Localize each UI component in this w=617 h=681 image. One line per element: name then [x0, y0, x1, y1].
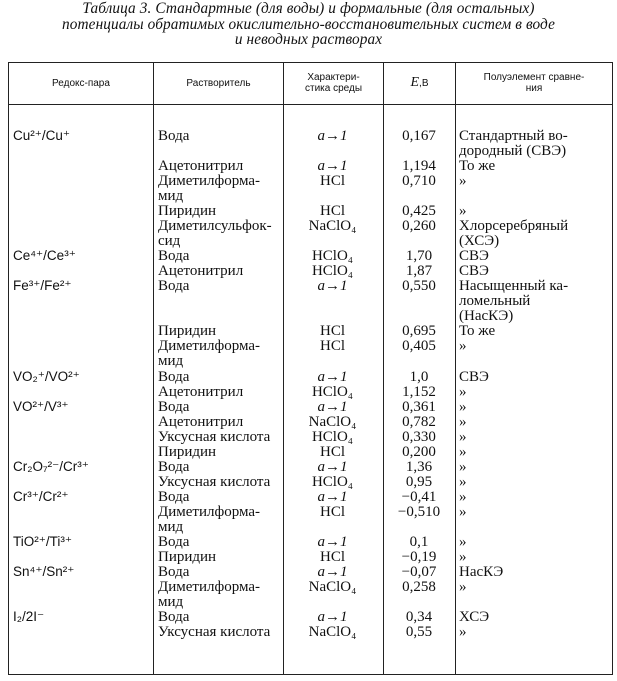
- cell-reference: »: [459, 503, 467, 520]
- cell-potential: 0,330: [402, 428, 436, 445]
- cell-reference: »: [459, 398, 467, 415]
- cell-solvent: Вода: [158, 488, 190, 505]
- cell-medium: HCl: [319, 443, 345, 460]
- cell-potential: 0,695: [402, 323, 436, 340]
- cell-potential: 0,200: [402, 443, 436, 460]
- cell-medium: a→1: [317, 158, 348, 175]
- cell-reference: Стандартный во-: [459, 128, 568, 144]
- cell-medium: HCl: [319, 323, 345, 340]
- cell-couple: Cr³⁺/Cr²⁺: [13, 488, 69, 504]
- cell-solvent: Вода: [158, 458, 190, 475]
- cell-reference: »: [459, 428, 467, 445]
- cell-medium: NaClO₄: [308, 218, 357, 235]
- header-bottom-rule: [8, 104, 613, 105]
- cell-reference: дородный (СВЭ): [459, 143, 567, 159]
- caption-line-2: потенциалы обратимых окислительно-восстановительных систем в воде: [62, 15, 555, 33]
- cell-medium: NaClO₄: [308, 624, 357, 640]
- cell-medium: a→1: [317, 533, 348, 550]
- header-solvent: Растворитель: [186, 77, 251, 89]
- column-divider: [153, 62, 154, 674]
- cell-couple: Cu²⁺/Cu⁺: [13, 128, 71, 143]
- cell-medium: HCl: [319, 338, 345, 355]
- cell-medium: NaClO₄: [308, 413, 357, 430]
- cell-solvent: Вода: [158, 248, 190, 265]
- cell-solvent: Диметилформа-: [158, 338, 261, 355]
- cell-solvent: Вода: [158, 609, 190, 625]
- cell-potential: 0,260: [402, 218, 436, 235]
- cell-reference: »: [459, 473, 467, 490]
- cell-solvent: Вода: [158, 278, 190, 295]
- cell-couple: VO₂⁺/VO²⁺: [13, 368, 80, 384]
- cell-solvent: Пиридин: [158, 323, 217, 340]
- cell-solvent: Пиридин: [158, 548, 217, 565]
- cell-reference: Хлорсеребряный: [459, 218, 569, 235]
- cell-medium: HCl: [319, 173, 345, 190]
- cell-reference: »: [459, 203, 467, 220]
- cell-reference: »: [459, 338, 467, 355]
- cell-reference: То же: [459, 158, 496, 175]
- cell-couple: Ce⁴⁺/Ce³⁺: [13, 248, 76, 264]
- table-bottom-rule: [8, 674, 613, 675]
- cell-reference: »: [459, 624, 467, 640]
- cell-potential: −0,510: [397, 503, 441, 520]
- cell-couple: Fe³⁺/Fe²⁺: [13, 278, 72, 294]
- column-divider: [455, 62, 456, 674]
- caption-line-1: Таблица 3. Стандартные (для воды) и формальные (для остальных): [82, 0, 535, 17]
- cell-solvent: мид: [158, 518, 184, 535]
- cell-potential: 0,167: [402, 128, 436, 144]
- column-divider: [283, 62, 284, 674]
- cell-medium: HClO₄: [311, 248, 354, 265]
- cell-medium: NaClO₄: [308, 578, 357, 595]
- cell-potential: 0,405: [402, 338, 436, 355]
- cell-solvent: Уксусная кислота: [158, 624, 271, 640]
- cell-reference: ХСЭ: [459, 609, 490, 625]
- header-potential: E,В: [410, 75, 429, 90]
- cell-medium: HClO₄: [311, 263, 354, 280]
- table-left-border: [8, 62, 9, 674]
- cell-solvent: мид: [158, 353, 184, 370]
- cell-couple: TiO²⁺/Ti³⁺: [13, 533, 72, 549]
- cell-potential: 0,782: [402, 413, 436, 430]
- cell-couple: VO²⁺/V³⁺: [13, 398, 69, 414]
- cell-reference: ломельный: [459, 293, 531, 310]
- cell-medium: HCl: [319, 548, 345, 565]
- cell-medium: a→1: [317, 368, 348, 385]
- cell-reference: »: [459, 458, 467, 475]
- cell-medium: HClO₄: [311, 473, 354, 490]
- cell-solvent: Вода: [158, 533, 190, 550]
- header-couple: Редокс-пара: [52, 77, 110, 89]
- cell-solvent: Диметилформа-: [158, 503, 261, 520]
- caption-line-3: и неводных растворах: [234, 31, 383, 48]
- cell-solvent: Вода: [158, 398, 190, 415]
- cell-potential: −0,07: [401, 563, 437, 580]
- cell-solvent: Ацетонитрил: [158, 383, 244, 400]
- cell-medium: a→1: [317, 563, 348, 580]
- cell-couple: Cr₂O₇²⁻/Cr³⁺: [13, 458, 89, 474]
- cell-potential: 0,361: [402, 398, 436, 415]
- cell-reference: »: [459, 548, 467, 565]
- cell-reference: Насыщенный ка-: [459, 278, 569, 295]
- cell-solvent: Вода: [158, 563, 190, 580]
- cell-solvent: Пиридин: [158, 203, 217, 220]
- cell-solvent: Ацетонитрил: [158, 263, 244, 280]
- cell-potential: −0,19: [401, 548, 437, 565]
- cell-solvent: Пиридин: [158, 443, 217, 460]
- cell-medium: a→1: [317, 458, 348, 475]
- cell-reference: »: [459, 173, 467, 190]
- table-caption: [0, 1, 617, 48]
- cell-solvent: Диметилформа-: [158, 173, 261, 190]
- cell-solvent: Уксусная кислота: [158, 473, 271, 490]
- cell-potential: 1,0: [409, 368, 429, 385]
- cell-solvent: Вода: [158, 368, 190, 385]
- cell-medium: a→1: [317, 609, 348, 625]
- cell-potential: 0,550: [402, 278, 436, 295]
- cell-potential: 0,258: [402, 578, 436, 595]
- cell-reference: То же: [459, 323, 496, 340]
- cell-reference: »: [459, 443, 467, 460]
- cell-solvent: Вода: [158, 128, 190, 144]
- cell-solvent: Диметилформа-: [158, 578, 261, 595]
- cell-reference: »: [459, 383, 467, 400]
- cell-medium: HCl: [319, 203, 345, 220]
- cell-solvent: Диметилсульфок-: [158, 218, 272, 235]
- cell-solvent: Ацетонитрил: [158, 158, 244, 175]
- cell-solvent: сид: [158, 233, 181, 250]
- table-right-border: [612, 62, 613, 674]
- cell-solvent: Ацетонитрил: [158, 413, 244, 430]
- cell-reference: »: [459, 578, 467, 595]
- cell-reference: »: [459, 533, 467, 550]
- cell-potential: 1,194: [402, 158, 436, 175]
- cell-reference: »: [459, 488, 467, 505]
- cell-reference: СВЭ: [459, 263, 489, 280]
- cell-reference: »: [459, 413, 467, 430]
- cell-couple: Sn⁴⁺/Sn²⁺: [13, 563, 75, 579]
- cell-potential: 1,87: [405, 263, 433, 280]
- cell-potential: 0,1: [409, 533, 429, 550]
- cell-medium: HClO₄: [311, 383, 354, 400]
- cell-solvent: мид: [158, 593, 184, 610]
- cell-medium: HClO₄: [311, 428, 354, 445]
- cell-potential: 1,36: [405, 458, 433, 475]
- cell-medium: a→1: [317, 278, 348, 295]
- cell-couple: I₂/2I⁻: [13, 609, 45, 624]
- cell-medium: HCl: [319, 503, 345, 520]
- cell-reference: СВЭ: [459, 248, 489, 265]
- cell-solvent: мид: [158, 188, 184, 205]
- cell-potential: −0,41: [401, 488, 437, 505]
- cell-reference: НасКЭ: [459, 563, 504, 580]
- cell-reference: (ХСЭ): [459, 233, 500, 250]
- cell-reference: СВЭ: [459, 368, 489, 385]
- cell-potential: 0,710: [402, 173, 436, 190]
- cell-solvent: Уксусная кислота: [158, 428, 271, 445]
- cell-medium: a→1: [317, 488, 348, 505]
- cell-potential: 1,152: [402, 383, 436, 400]
- header-medium: Характери- стика среды: [304, 72, 363, 94]
- cell-potential: 1,70: [405, 248, 433, 265]
- cell-reference: (НасКЭ): [459, 308, 514, 325]
- header-reference: Полуэлемент сравне- ния: [483, 72, 585, 94]
- cell-potential: 0,55: [405, 624, 433, 640]
- cell-potential: 0,95: [405, 473, 433, 490]
- cell-potential: 0,425: [402, 203, 436, 220]
- column-divider: [383, 62, 384, 674]
- cell-medium: a→1: [317, 398, 348, 415]
- cell-medium: a→1: [317, 128, 348, 144]
- cell-potential: 0,34: [405, 609, 433, 625]
